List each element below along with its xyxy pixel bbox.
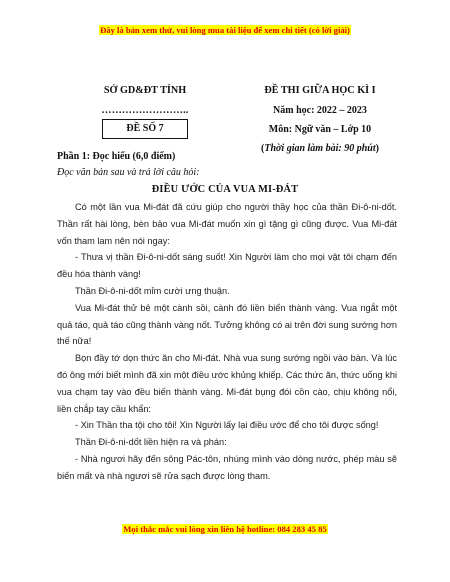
paragraph: Có một lần vua Mi-đát đã cứu giúp cho người thầy học của thần Đi-ô-ni-dốt. Thần rất hài lòng, bèn bảo vua Mi-đát muốn xin gì tặng gì cũng được. Vua Mi-đát vốn tham lam nên nói ngay:	[57, 202, 397, 246]
time-limit: (Thời gian làm bài: 90 phút)	[261, 143, 379, 154]
hotline-text: Mọi thắc mắc vui lòng xin liên hệ hotline: 084 283 45 85	[123, 524, 327, 534]
time-limit-text: Thời gian làm bài: 90 phút	[264, 143, 376, 154]
header-left	[70, 84, 220, 118]
paragraph: Bọn đầy tớ dọn thức ăn cho Mi-đát. Nhà vua sung sướng ngồi vào bàn. Và lúc đó ông mới biết mình đã xin một điều ước khủng khiếp. Các thức ăn, thức uống khi vua chạm tay vào đều biến thành vàng. Mi-đát bụng đói cồn cào, chịu không nổi, liền chắp tay cầu khẩn:	[57, 353, 397, 414]
story-title: ĐIỀU ƯỚC CỦA VUA MI-ĐÁT	[151, 184, 299, 195]
paragraph: - Nhà ngươi hãy đến sông Pác-tôn, nhúng mình vào dòng nước, phép màu sẽ biến mất và nhà ngươi sẽ rửa sạch được lòng tham.	[57, 453, 397, 481]
school-year: Năm học: 2022 – 2023	[273, 105, 367, 116]
province-blank: ……………………..	[101, 105, 189, 116]
paragraph: - Thưa vị thần Đi-ô-ni-dốt sáng suốt! Xin Người làm cho mọi vật tôi chạm đến đều hóa thành vàng!	[57, 252, 397, 280]
header-right	[240, 84, 400, 155]
paragraph: Thần Đi-ô-ni-dốt mỉm cười ưng thuận.	[75, 285, 230, 296]
exam-code-box	[102, 119, 188, 139]
preview-banner-text: Đây là bản xem thử, vui lòng mua tài liệu để xem chi tiết (có lời giải)	[100, 25, 350, 35]
department-name: SỞ GD&ĐT TỈNH	[103, 85, 187, 96]
exam-code: ĐỀ SỐ 7	[126, 123, 164, 134]
hotline-footer	[0, 519, 450, 537]
paragraph: Thần Đi-ô-ni-dốt liền hiện ra và phán:	[75, 437, 227, 448]
paragraph: - Xin Thần tha tội cho tôi! Xin Người lấy lại điều ước để cho tôi được sống!	[75, 420, 379, 431]
instruction: Đọc văn bản sau và trả lời câu hỏi:	[57, 167, 200, 178]
exam-title: ĐỀ THI GIỮA HỌC KÌ I	[264, 85, 376, 96]
story-body	[57, 199, 397, 485]
preview-banner	[0, 20, 450, 38]
paragraph: Vua Mi-đát thử bẻ một cành sồi, cành đó liền biến thành vàng. Vua ngắt một quả táo, quả táo cũng thành vàng nốt. Tưởng không có ai trên đời sung sướng hơn thế nữa!	[57, 302, 397, 347]
subject: Môn: Ngữ văn – Lớp 10	[268, 124, 372, 135]
part-title: Phần 1: Đọc hiểu (6,0 điểm)	[57, 151, 176, 162]
